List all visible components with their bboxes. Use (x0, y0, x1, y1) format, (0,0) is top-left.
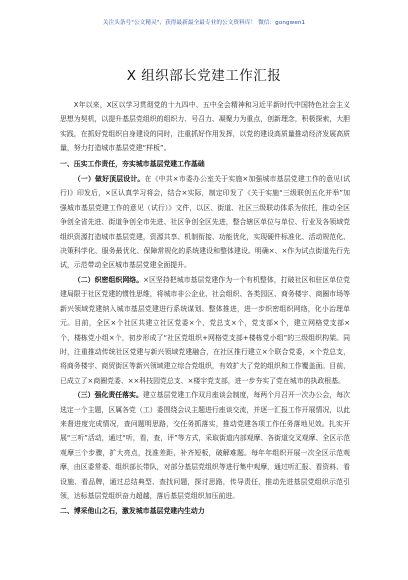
section-heading-text: 一、压实工作责任，夯实城市基层党建工作基础 (60, 159, 205, 168)
paragraph-text: ×区坚持把城市基层党建作为一个有机整体，打破社区和驻区单位党建局限于社区党建的惯性思维，将城市非公企业、社会组织、各类园区、商务楼宇、商圈市场等新兴领域党建纳入城市基层党建进行系统谋划、整体推进，进一步织密组织网络，化小治理单元。目前，全区×个社区共建立社区党委×个，党总支×个，党支部×个，建立网格党支部×个，楼栋党小组×个，初步形成了“社区党组织+网格党支部+楼栋党小组”的三级组织构架。同时，注重推动传统社区党建与新兴领域党建融合，在社区推行建立×个联合党委，×个党总支，将商务楼宇、商贸街区等新兴领域建立综合党组织，有效扩大了党的组织和工作覆盖面。目前，已成立了×商圈党委、××科技园党总支、×楼宇党支部，进一步夯实了党在城市的执政根基。 (60, 275, 350, 385)
paragraph-text: X年以来，X区以学习贯彻党的十九四中、五中全会精神和习近平新时代中国特色社会主义思想为契机，以提升基层党组织的组织力、号召力、凝聚力为重点，创新理念，积极探索，大胆实践，在抓好党组织自身建设的同时，注重抓好作用发挥，以党的建设高质量推动经济发展高质量，努力打造城市基层党建“样板”。 (60, 101, 350, 153)
paragraph-top-design (60, 172, 350, 273)
paragraph-text: 在《中共×市委办公室关于实施×加强城市基层党建工作的意见(试行)》印发后，×区认真学习将会，结合×实际，制定印发了《关于实施“三级联创五化并举”加强城市基层党建工作的意见（试行）》文件，以区、街道、社区三级联动体系为依托，推动全区争创全省先进、街道争创全市先进、社区争创全区先进，整合辖区单位与单位、行业及各领域党组织资源打造城市基层党建，资源共享、机制衔接、功能优化，实现硬件标准化、活动规范化、决策科学化、服务最优化、保障常规化的系统建设和整体建设。明确×、×作为试点街道先行先试，示范带动全区城市基层党建全面提升。 (60, 175, 351, 270)
section-heading-text: 二、博采他山之石，激发城市基层党建内生动力 (60, 507, 205, 516)
paragraph-text: 建立基层党建工作双月座谈会制度，每两个月召开一次办公会，每次选定一个主题，区属各党（工）委围绕会议主题进行座谈交流，并逐一汇报工作开展情况，以此来督进度完成情况，查问题明思路，交任务抓落实，推动党建各项工作任务落地见效。扎实开展“三听”活动，通过“听，看，查，评”等方式，采取街道内部观摩、各街道交叉观摩、全区示范观摩三个步骤，扩大亮点，找准差距，补齐短板，破解难题。每年年组织开展一次全区示范观摩，由区委常委、组织部长带队，对部分基层党组织等进行集中观摩，通过听汇报、看资料、看设施、看品牌，通过总结典型、查找问题，探讨思路，传导责任，推动先进基层党组织示范引领，达标基层党组织奋力超越，落后基层党组织加压前进。 (60, 391, 351, 500)
section-heading-2 (60, 504, 350, 518)
paragraph-org-network (60, 273, 350, 388)
paragraph-intro (60, 98, 350, 156)
header-banner: 关注头条号"公文精灵"，获得最新最全最专业的公文资料库！ 微信：gongwen1 (102, 20, 306, 26)
section-heading-1 (60, 157, 350, 171)
paragraph-lead: （一）做好顶层设计。 (73, 175, 145, 184)
paragraph-responsibility (60, 388, 350, 503)
paragraph-lead: （三）强化责任落实。 (73, 391, 143, 400)
document-body (60, 98, 350, 520)
page-title: X 组织部长党建工作汇报 (126, 68, 282, 84)
paragraph-lead: （二）织密组织网络。 (73, 275, 144, 284)
